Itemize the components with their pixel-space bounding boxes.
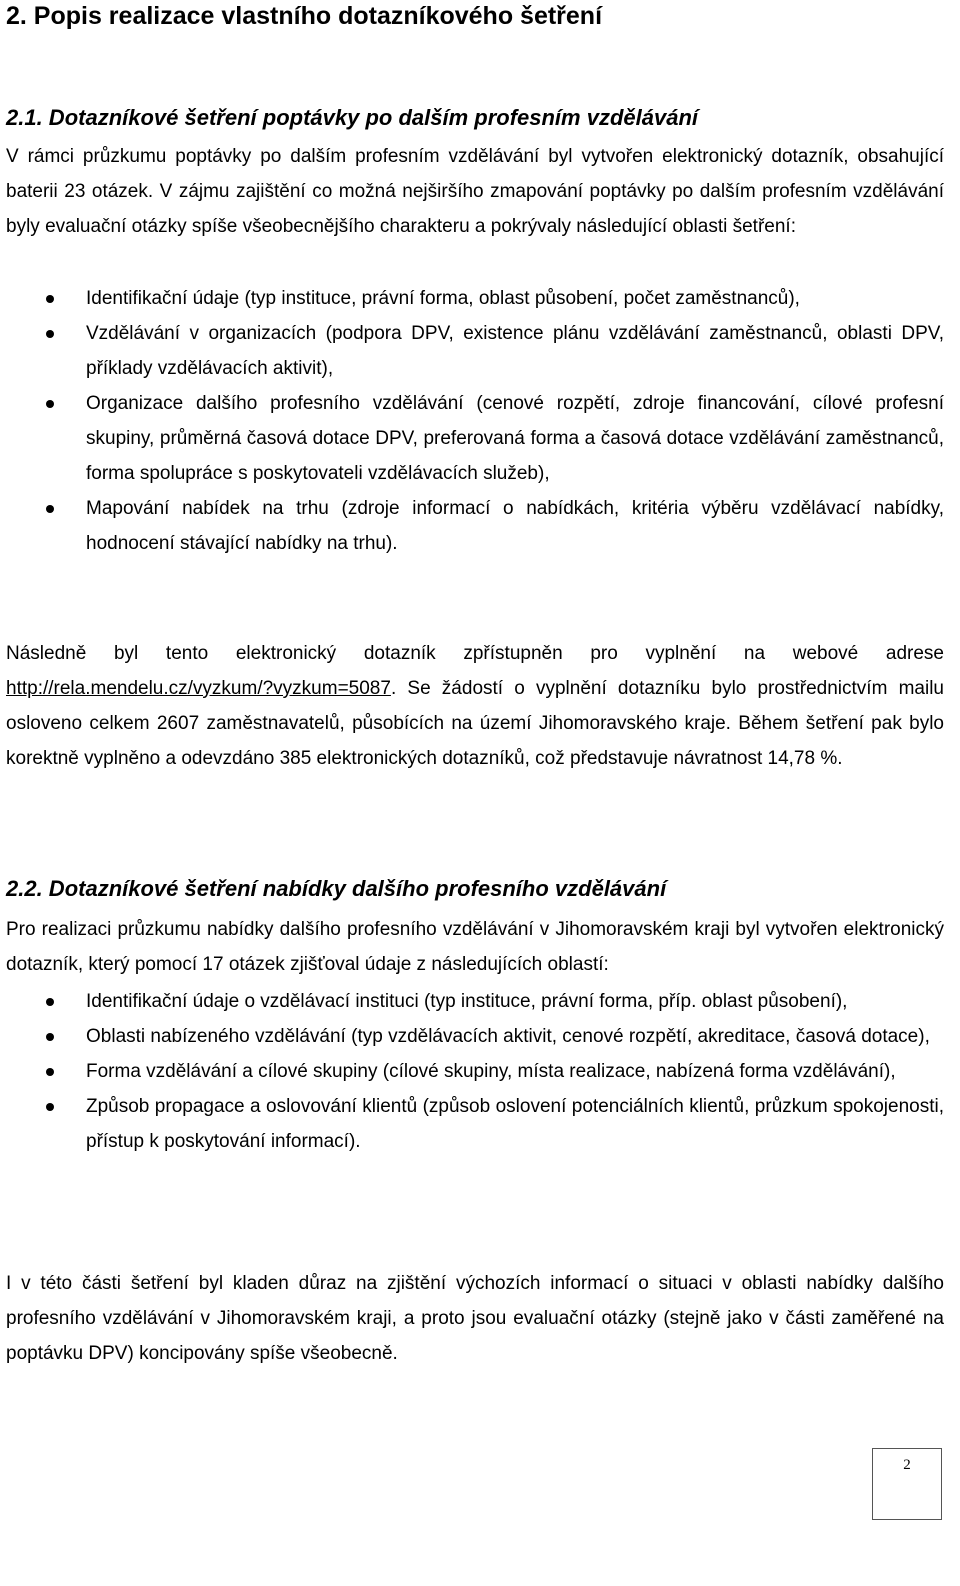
list-item: Vzdělávání v organizacích (podpora DPV, existence plánu vzdělávání zaměstnanců, oblasti DPV, příklady vzdělávacích aktivit),: [6, 316, 944, 386]
list-item: Identifikační údaje (typ instituce, právní forma, oblast působení, počet zaměstnanců),: [6, 281, 944, 316]
bullet-icon: [46, 1103, 54, 1111]
section1-results-paragraph: Následně byl tento elektronický dotazník zpřístupněn pro vyplnění na webové adrese http://rela.mendelu.cz/vyzkum/?vyzkum=5087. Se žádostí o vyplnění dotazníku bylo prostřednictvím mailu osloveno celkem 2607 zaměstnavatelů, působících na území Jihomoravského kraje. Během šetření pak bylo korektně vyplněno a odevzdáno 385 elektronických dotazníků, což představuje návratnost 14,78 %.: [6, 643, 944, 769]
bullet-icon: [46, 1033, 54, 1041]
section2-closing-paragraph: I v této části šetření byl kladen důraz na zjištění výchozích informací o situaci v oblasti nabídky dalšího profesního vzdělávání v Jihomoravském kraji, a proto jsou evaluační otázky (stejně jako v části zaměřené na poptávku DPV) koncipovány spíše všeobecně.: [6, 1273, 944, 1364]
section2-intro-paragraph: Pro realizaci průzkumu nabídky dalšího profesního vzdělávání v Jihomoravském kraji byl vytvořen elektronický dotazník, který pomocí 17 otázek zjišťoval údaje z následujících oblastí:: [6, 919, 944, 975]
list-item: Forma vzdělávání a cílové skupiny (cílové skupiny, místa realizace, nabízená forma vzdělávání),: [6, 1054, 944, 1089]
section-heading-2-2: 2.2. Dotazníkové šetření nabídky dalšího profesního vzdělávání: [6, 876, 667, 901]
bullet-icon: [46, 1068, 54, 1076]
page-number-box: [872, 1448, 942, 1520]
page-number: 2: [903, 1457, 911, 1473]
list-item: Způsob propagace a oslovování klientů (způsob oslovení potenciálních klientů, průzkum spokojenosti, přístup k poskytování informací).: [6, 1089, 944, 1159]
section2-bullet-list: [6, 984, 944, 1159]
list-item: Identifikační údaje o vzdělávací instituci (typ instituce, právní forma, příp. oblast působení),: [6, 984, 944, 1019]
survey-url-link[interactable]: http://rela.mendelu.cz/vyzkum/?vyzkum=5087: [6, 678, 391, 699]
bullet-icon: [46, 998, 54, 1006]
list-item: Oblasti nabízeného vzdělávání (typ vzdělávacích aktivit, cenové rozpětí, akreditace, časová dotace),: [6, 1019, 944, 1054]
section-heading-2-1: 2.1. Dotazníkové šetření poptávky po dalším profesním vzdělávání: [6, 105, 698, 130]
page-title: 2. Popis realizace vlastního dotazníkového šetření: [6, 2, 603, 30]
bullet-icon: [46, 295, 54, 303]
bullet-icon: [46, 400, 54, 408]
list-item: Organizace dalšího profesního vzdělávání (cenové rozpětí, zdroje financování, cílové profesní skupiny, průměrná časová dotace DPV, preferovaná forma a časová dotace vzdělávání zaměstnanců, forma spolupráce s poskytovateli vzdělávacích služeb),: [6, 386, 944, 491]
section1-bullet-list: [6, 281, 944, 561]
section1-intro-paragraph: V rámci průzkumu poptávky po dalším profesním vzdělávání byl vytvořen elektronický dotazník, obsahující baterii 23 otázek. V zájmu zajištění co možná nejširšího zmapování poptávky po dalším profesním vzdělávání byly evaluační otázky spíše všeobecnějšího charakteru a pokrývaly následující oblasti šetření:: [6, 146, 944, 237]
bullet-icon: [46, 330, 54, 338]
list-item: Mapování nabídek na trhu (zdroje informací o nabídkách, kritéria výběru vzdělávací nabídky, hodnocení stávající nabídky na trhu).: [6, 491, 944, 561]
bullet-icon: [46, 505, 54, 513]
